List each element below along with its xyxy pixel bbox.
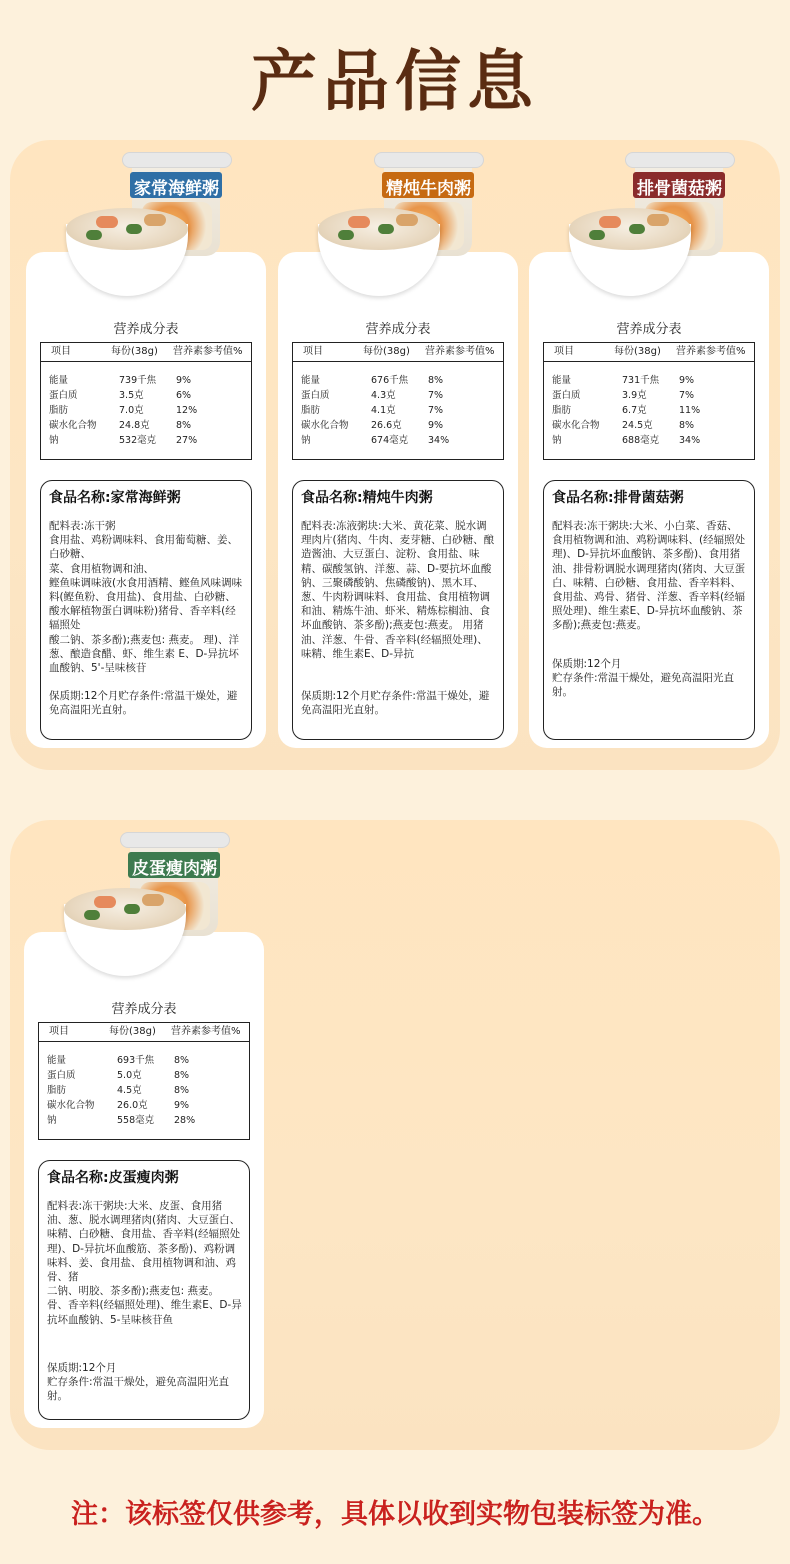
nutrition-row bbox=[544, 388, 754, 403]
nutrient-name: 能量 bbox=[49, 375, 69, 386]
nutrition-table bbox=[40, 342, 252, 460]
nutrition-row bbox=[39, 1068, 249, 1083]
nutrition-row bbox=[293, 373, 503, 388]
shelf-life-storage: 保质期:12个月贮存条件:常温干燥处，避免高温阳光直射。 bbox=[49, 690, 238, 717]
nutrition-table bbox=[38, 1022, 250, 1140]
nutrient-name: 蛋白质 bbox=[301, 390, 330, 401]
nutrient-amount: 24.5克 bbox=[622, 420, 653, 431]
nutrition-row bbox=[544, 403, 754, 418]
header-item: 项目 bbox=[51, 346, 71, 357]
ingredients-box bbox=[292, 480, 504, 740]
product-name: 食品名称:精炖牛肉粥 bbox=[301, 490, 433, 506]
nutrition-row bbox=[41, 403, 251, 418]
nutrient-nrv: 8% bbox=[174, 1070, 190, 1081]
cup-label: 皮蛋瘦肉粥 bbox=[132, 859, 217, 876]
nutrient-amount: 739千焦 bbox=[119, 375, 157, 386]
ingredients-box bbox=[40, 480, 252, 740]
nutrient-amount: 26.0克 bbox=[117, 1100, 148, 1111]
nutrient-name: 脂肪 bbox=[47, 1085, 67, 1096]
nutrient-nrv: 8% bbox=[176, 420, 192, 431]
nutrient-nrv: 8% bbox=[679, 420, 695, 431]
nutrient-amount: 4.3克 bbox=[371, 390, 396, 401]
nutrient-name: 碳水化合物 bbox=[301, 420, 349, 431]
header-item: 项目 bbox=[554, 346, 574, 357]
nutrient-name: 能量 bbox=[47, 1055, 67, 1066]
nutrient-nrv: 9% bbox=[428, 420, 444, 431]
product-card bbox=[529, 179, 769, 748]
nutrition-row bbox=[41, 388, 251, 403]
nutrition-table bbox=[292, 342, 504, 460]
nutrition-row bbox=[39, 1053, 249, 1068]
cup-label: 家常海鲜粥 bbox=[134, 179, 219, 196]
ingredients-box bbox=[543, 480, 755, 740]
nutrient-name: 蛋白质 bbox=[47, 1070, 76, 1081]
nutrition-row bbox=[293, 418, 503, 433]
nutrient-nrv: 7% bbox=[679, 390, 695, 401]
nutrient-name: 碳水化合物 bbox=[47, 1100, 95, 1111]
nutrient-nrv: 7% bbox=[428, 390, 444, 401]
nutrition-row bbox=[39, 1113, 249, 1128]
nutrient-nrv: 9% bbox=[679, 375, 695, 386]
header-per-serving: 每份(38g) bbox=[109, 1026, 156, 1037]
nutrition-row bbox=[544, 373, 754, 388]
nutrition-table-header bbox=[544, 343, 754, 362]
nutrient-nrv: 6% bbox=[176, 390, 192, 401]
nutrient-amount: 693千焦 bbox=[117, 1055, 155, 1066]
nutrient-amount: 24.8克 bbox=[119, 420, 150, 431]
nutrition-table-header bbox=[293, 343, 503, 362]
nutrient-nrv: 12% bbox=[176, 405, 198, 416]
nutrient-name: 钠 bbox=[552, 435, 562, 446]
nutrition-row bbox=[293, 433, 503, 448]
nutrient-nrv: 8% bbox=[174, 1055, 190, 1066]
nutrient-nrv: 9% bbox=[176, 375, 192, 386]
nutrition-table-header bbox=[39, 1023, 249, 1042]
nutrition-row bbox=[41, 418, 251, 433]
nutrition-table-title: 营养成分表 bbox=[365, 322, 431, 337]
shelf-life-storage: 保质期:12个月 贮存条件:常温干燥处，避免高温阳光直射。 bbox=[47, 1362, 230, 1403]
product-image bbox=[278, 146, 518, 316]
nutrient-nrv: 9% bbox=[174, 1100, 190, 1111]
nutrient-nrv: 8% bbox=[428, 375, 444, 386]
nutrient-nrv: 7% bbox=[428, 405, 444, 416]
nutrient-nrv: 8% bbox=[174, 1085, 190, 1096]
nutrition-table bbox=[543, 342, 755, 460]
nutrient-amount: 3.9克 bbox=[622, 390, 647, 401]
nutrition-table-header bbox=[41, 343, 251, 362]
nutrient-amount: 3.5克 bbox=[119, 390, 144, 401]
product-name: 食品名称:排骨菌菇粥 bbox=[552, 490, 684, 506]
shelf-life-storage: 保质期:12个月贮存条件:常温干燥处，避免高温阳光直射。 bbox=[301, 690, 490, 717]
header-item: 项目 bbox=[303, 346, 323, 357]
nutrient-name: 脂肪 bbox=[301, 405, 321, 416]
nutrient-name: 能量 bbox=[301, 375, 321, 386]
header-nrv: 营养素参考值% bbox=[425, 346, 495, 357]
nutrient-amount: 674毫克 bbox=[371, 435, 409, 446]
cup-label: 精炖牛肉粥 bbox=[386, 179, 471, 196]
ingredients-list: 配料表:冻液粥块:大米、黄花菜、脱水调理肉片(猪肉、牛肉、麦芽糖、白砂糖、酿造酱油、大豆蛋白、淀粉、食用盐、味精、碳酸氢钠、洋葱、蒜、D-要抗坏血酸钠、三聚磷酸钠、焦磷酸钠)、黑木耳、葱、牛肉粉调味料、食用盐、食用植物调和油、精炼牛油、虾米、精炼棕榈油、食 坏血酸钠、茶多酚);燕麦包:燕麦。 用猪油、洋葱、牛骨、香辛料(经辐照处理)、味精、维生素E、D-异抗 bbox=[301, 520, 495, 660]
product-name: 食品名称:家常海鲜粥 bbox=[49, 490, 181, 506]
ingredients-box bbox=[38, 1160, 250, 1420]
nutrition-row bbox=[41, 373, 251, 388]
header-per-serving: 每份(38g) bbox=[363, 346, 410, 357]
header-per-serving: 每份(38g) bbox=[111, 346, 158, 357]
shelf-life-storage: 保质期:12个月 贮存条件:常温干燥处，避免高温阳光直射。 bbox=[552, 658, 735, 699]
nutrient-nrv: 34% bbox=[679, 435, 701, 446]
product-card bbox=[26, 179, 266, 748]
nutrient-amount: 558毫克 bbox=[117, 1115, 155, 1126]
nutrition-table-title: 营养成分表 bbox=[113, 322, 179, 337]
nutrient-amount: 688毫克 bbox=[622, 435, 660, 446]
nutrient-name: 能量 bbox=[552, 375, 572, 386]
nutrition-table-title: 营养成分表 bbox=[616, 322, 682, 337]
nutrient-name: 钠 bbox=[301, 435, 311, 446]
page-title: 产品信息 bbox=[251, 43, 539, 120]
nutrient-name: 钠 bbox=[47, 1115, 57, 1126]
nutrient-amount: 4.1克 bbox=[371, 405, 396, 416]
nutrient-amount: 676千焦 bbox=[371, 375, 409, 386]
product-image bbox=[26, 146, 266, 316]
header-item: 项目 bbox=[49, 1026, 69, 1037]
product-card bbox=[278, 179, 518, 748]
nutrient-nrv: 11% bbox=[679, 405, 701, 416]
ingredients-list: 配料表:冻干粥块:大米、皮蛋、食用猪油、葱、脱水调理猪肉(猪肉、大豆蛋白、味精、白砂糖、食用盐、香辛料(经辐照处理)、D-异抗坏血酸筋、茶多酚)、鸡粉调味料、姜、食用盐、食用植物调和油、鸡骨、猪 二钠、明胶、茶多酚);燕麦包: 燕麦。 骨、香辛料(经辐照处理)、维生素E、D-异抗坏血酸钠、5-呈味核苷鱼 bbox=[47, 1200, 242, 1326]
nutrition-row bbox=[544, 433, 754, 448]
header-nrv: 营养素参考值% bbox=[173, 346, 243, 357]
nutrition-row bbox=[39, 1098, 249, 1113]
header-nrv: 营养素参考值% bbox=[676, 346, 746, 357]
product-image bbox=[529, 146, 769, 316]
nutrient-amount: 731千焦 bbox=[622, 375, 660, 386]
nutrition-row bbox=[293, 388, 503, 403]
disclaimer-note: 注：该标签仅供参考，具体以收到实物包装标签为准。 bbox=[71, 1499, 719, 1530]
ingredients-list: 配料表:冻干粥 食用盐、鸡粉调味料、食用葡萄糖、姜、白砂糖、 菜、食用植物调和油、 鲣鱼味调味液(水食用酒精、鲣鱼风味调味料(鲣鱼粉、食用盐)、食用盐、白砂糖、酸水解植物蛋白调味粉)猪骨、香辛料(经辐照处 酸二钠、茶多酚);燕麦包: 燕麦。 理)、洋葱、酿造食醋、虾、维生素 E、D-异抗坏血酸钠、5'-呈味核苷 bbox=[49, 520, 243, 675]
nutrient-nrv: 27% bbox=[176, 435, 198, 446]
product-image bbox=[24, 826, 264, 996]
nutrition-row bbox=[41, 433, 251, 448]
nutrition-row bbox=[293, 403, 503, 418]
header-per-serving: 每份(38g) bbox=[614, 346, 661, 357]
product-name: 食品名称:皮蛋瘦肉粥 bbox=[47, 1170, 179, 1186]
cup-label: 排骨菌菇粥 bbox=[637, 179, 722, 196]
nutrient-nrv: 28% bbox=[174, 1115, 196, 1126]
nutrient-nrv: 34% bbox=[428, 435, 450, 446]
nutrition-table-title: 营养成分表 bbox=[111, 1002, 177, 1017]
nutrient-amount: 4.5克 bbox=[117, 1085, 142, 1096]
product-card bbox=[24, 859, 264, 1428]
nutrient-amount: 26.6克 bbox=[371, 420, 402, 431]
ingredients-list: 配料表:冻干粥块:大米、小白菜、香菇、食用植物调和油、鸡粉调味料、(经辐照处理)、D-异抗坏血酸钠、茶多酚)、食用猪油、排骨粉调脱水调理猪肉(猪肉、大豆蛋白、味精、白砂糖、食用盐、香辛料料、食用盐、鸡骨、猪骨、洋葱、香辛料(经辐照处理)、维生素E、D-异抗坏血酸钠、茶多酚);燕麦包:燕麦。 bbox=[552, 520, 746, 632]
nutrient-name: 碳水化合物 bbox=[552, 420, 600, 431]
header-nrv: 营养素参考值% bbox=[171, 1026, 241, 1037]
nutrient-name: 脂肪 bbox=[552, 405, 572, 416]
nutrient-name: 蛋白质 bbox=[552, 390, 581, 401]
nutrition-row bbox=[544, 418, 754, 433]
nutrient-amount: 6.7克 bbox=[622, 405, 647, 416]
nutrient-name: 蛋白质 bbox=[49, 390, 78, 401]
nutrient-amount: 532毫克 bbox=[119, 435, 157, 446]
nutrient-name: 脂肪 bbox=[49, 405, 69, 416]
nutrient-name: 碳水化合物 bbox=[49, 420, 97, 431]
nutrient-amount: 7.0克 bbox=[119, 405, 144, 416]
nutrient-amount: 5.0克 bbox=[117, 1070, 142, 1081]
nutrient-name: 钠 bbox=[49, 435, 59, 446]
nutrition-row bbox=[39, 1083, 249, 1098]
